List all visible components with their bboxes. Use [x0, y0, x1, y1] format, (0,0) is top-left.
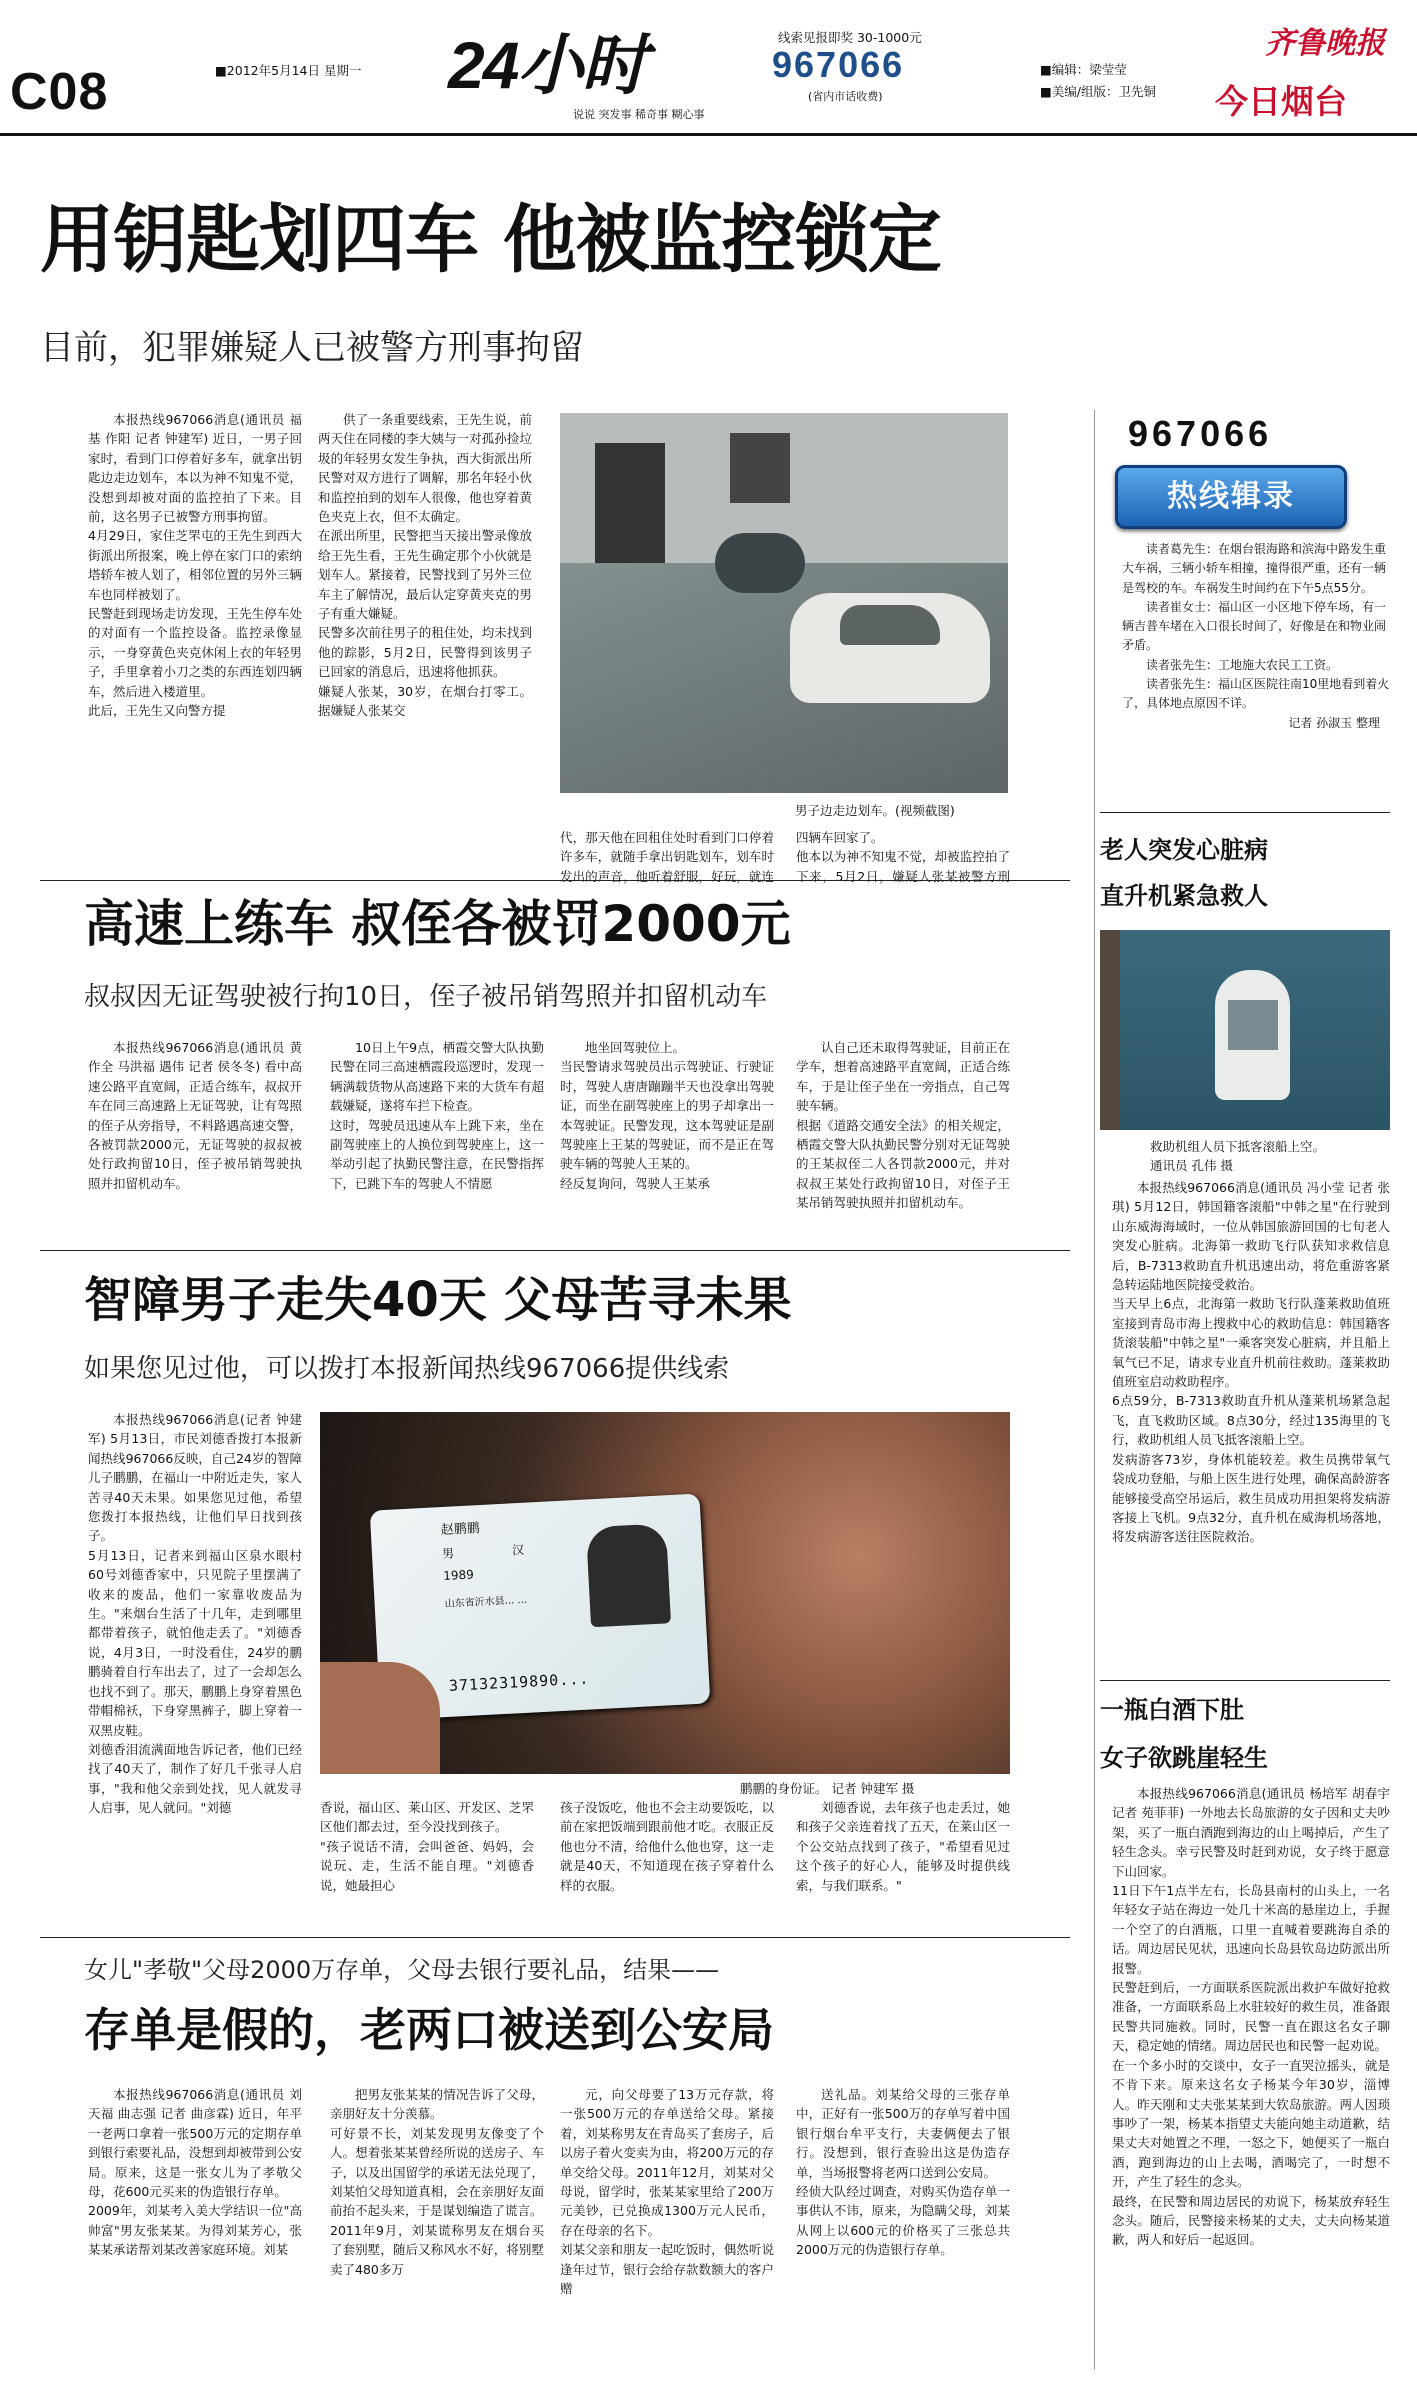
story3-text: 刘德香说，去年孩子也走丢过，她和孩子父亲连着找了五天，在莱山区一个公交站点找到了孩子，"希望看见过这个孩子的好心人，能够及时提供线索，与我们联系。" — [796, 1800, 1010, 1893]
side1-body — [1112, 1178, 1390, 1683]
story4-kicker: 女儿"孝敬"父母2000万存单，父母去银行要礼品，结果—— — [84, 1956, 720, 1984]
header-rule — [0, 133, 1417, 136]
id-address: 山东省沂水县... ... — [444, 1594, 528, 1610]
story1-col4 — [796, 828, 1010, 888]
story1-photo-caption: 男子边走边划车。(视频截图) — [795, 803, 955, 818]
story1-text: 供了一条重要线索，王先生说，前两天住在同楼的李大姨与一对孤孙捡垃圾的年轻男女发生争执，西大街派出所民警对双方进行了调解，那名年轻小伙和监控拍到的划车人很像，他也穿着黄色夹克上衣，但不太确定。 在派出所里，民警把当天接出警录像放给王先生看，王先生确定那个小伙就是划车人。紧接着，民警找到了另外三位车主了解情况，最后认定穿黄夹克的男子有重大嫌疑。 民警多次前往男子的租住处，均未找到他的踪影，5月2日，民警得到该男子已回家的消息后，迅速将他抓获。 嫌疑人张某，30岁，在烟台打零工。据嫌疑人张某交 — [318, 412, 532, 719]
hotline-credit: 记者 孙淑玉 整理 — [1288, 715, 1380, 730]
story2-col1 — [88, 1038, 302, 1238]
story1-text: 代，那天他在回租住处时看到门口停着许多车，就随手拿出钥匙划车，划车时发出的声音，他听着舒服，好玩，就连 — [560, 830, 774, 884]
side2-headline-line2: 女子欲跳崖轻生 — [1100, 1744, 1268, 1772]
side1-text: 本报热线967066消息(通讯员 冯小莹 记者 张琪) 5月12日，韩国籍客滚船"中韩之星"在行驶到山东威海海域时，一位从韩国旅游回国的七旬老人突发心脏病。北海第一救助飞行队获知求救信息后，B-7313救助直升机迅速出动，将危重游客紧急转运陆地医院接受救治。 当天早上6点，北海第一救助飞行队蓬莱救助值班室接到青岛市海上搜救中心的救助信息：韩国籍客货滚装船"中韩之星"一乘客突发心脏病，并且船上氧气已不足，请求专业直升机前往救助。蓬莱救助值班室启动救助程序。 6点59分，B-7313救助直升机从蓬莱机场紧急起飞，直飞救助区域。8点30分，经过135海里的飞行，救助机组人员飞抵客滚船上空。 发病游客73岁，身体机能较差。救生员携带氧气袋成功登船，与船上医生进行处理，确保高龄游客能够接受高空吊运后，救生员成功用担架将发病游客接上飞机。9点32分，直升机在威海机场落地，将发病游客送往医院救治。 — [1112, 1180, 1390, 1545]
column-divider — [1094, 410, 1095, 2370]
designer-credit: ■美编/组版：卫先铜 — [1040, 84, 1157, 99]
story2-col4 — [796, 1038, 1010, 1238]
hotline-entry: 读者崔女士：福山区一小区地下停车场，有一辆吉普车堵在入口很长时间了，好像是在和物业闹矛盾。 — [1122, 599, 1387, 653]
story2-text: 本报热线967066消息(通讯员 黄作全 马洪福 遇伟 记者 侯冬冬) 看中高速公路平直宽阔，正适合练车，叔叔开车在同三高速路上无证驾驶，让有驾照的侄子从旁指导，不料路遇高速交警，各被罚款2000元，无证驾驶的叔叔被处行政拘留10日，侄子被吊销驾驶执照并扣留机动车。 — [88, 1040, 302, 1191]
story1-col2 — [318, 410, 532, 820]
id-card-photo — [320, 1412, 1010, 1774]
story4-text: 本报热线967066消息(通讯员 刘天福 曲志强 记者 曲彦霖) 近日，年平一老两口拿着一张500万元的定期存单到银行索要礼品，没想到却被带到公安局。原来，这是一张女儿为了孝敬父母，花600元买来的伪造银行存单。 2009年，刘某考入美大学结识一位"高帅富"男友张某某。为得刘某芳心，张某某承诺帮刘某改善家庭环境。刘某 — [88, 2087, 302, 2258]
brand-title: 24小时 — [448, 28, 646, 102]
brand-logo — [448, 24, 748, 119]
story1-text: 本报热线967066消息(通讯员 福基 作阳 记者 钟建军) 近日，一男子回家时，看到门口停着好多车，就拿出钥匙边走边划车，本以为神不知鬼不觉，没想到却被对面的监控拍了下来。目前，这名男子已被警方刑事拘留。 4月29日，家住芝罘屯的王先生到西大街派出所报案，晚上停在家门口的索纳塔轿车被人划了，相邻位置的另外三辆车也同样被划了。 民警赶到现场走访发现，王先生停车处的对面有一个监控设备。监控录像显示，一身穿黄色夹克休闲上衣的年轻男子，手里拿着小刀之类的东西连划四辆车，然后进入楼道里。 此后，王先生又向警方提 — [88, 412, 302, 719]
section-name: 今日烟台 — [1215, 82, 1347, 121]
story1-headline: 用钥匙划四车 他被监控锁定 — [40, 197, 941, 283]
id-name: 赵鹏鹏 — [440, 1521, 481, 1539]
hotline-number: 967066 — [772, 44, 905, 85]
story2-text: 10日上午9点，栖霞交警大队执勤民警在同三高速栖霞段巡逻时，发现一辆满载货物从高速路下来的大货车有超载嫌疑，遂将车拦下检查。 这时，驾驶员迅速从车上跳下来，坐在副驾驶座上的人换位到驾驶座上，这一举动引起了执勤民警注意，在民警指挥下，已跳下车的驾驶人不情愿 — [330, 1040, 544, 1191]
story3-text: 香说，福山区、莱山区、开发区、芝罘区他们都去过，至今没找到孩子。 "孩子说话不清，会叫爸爸、妈妈，会说玩、走，生活不能自理。"刘德香说，她最担心 — [320, 1800, 534, 1893]
surveillance-photo — [560, 413, 1008, 793]
story4-headline: 存单是假的，老两口被送到公安局 — [84, 2003, 774, 2057]
story3-text: 孩子没饭吃，他也不会主动要饭吃，以前在家把饭端到跟前他才吃。衣服正反他也分不清，给他什么他也穿，这一走就是40天，不知道现在孩子穿着什么样的衣服。 — [560, 1800, 774, 1893]
editor-credit: ■编辑：梁莹莹 — [1040, 62, 1127, 77]
hotline-box-number: 967066 — [1128, 413, 1273, 454]
story4-col4 — [796, 2085, 1010, 2365]
hand — [320, 1662, 440, 1774]
hotline-box-banner — [1115, 465, 1347, 529]
side2-text: 本报热线967066消息(通讯员 杨培军 胡春宇 记者 苑菲菲) 一外地去长岛旅游的女子因和丈夫吵架，买了一瓶白酒跑到海边的山上喝掉后，产生了轻生念头。幸亏民警及时赶到劝说，女子终于愿意下山回家。 11日下午1点半左右，长岛县南村的山头上，一名年轻女子站在海边一处几十米高的悬崖边上，手握一个空了的白酒瓶，口里一直喊着要跳海自杀的话。周边居民见状，迅速向长岛县钦岛边防派出所报警。 民警赶到后，一方面联系医院派出救护车做好抢救准备，一方面联系岛上水驻较好的救生员，准备跟民警共同施救。同时，民警一直在跟这名女子聊天，稳定她的情绪。周边居民也和民警一起劝说。 在一个多小时的交谈中，女子一直哭泣摇头，就是不肯下来。原来这名女子杨某今年30岁，淄博人。昨天刚和丈夫张某某到大钦岛旅游。两人因琐事吵了一架，杨某本指望丈夫能向她主动道歉，结果丈夫对她置之不理，一怒之下，她便买了一瓶白酒，跑到海边的山上去喝，酒喝完了，一时想不开，产生了轻生的念头。 最终，在民警和周边居民的劝说下，杨某放弃轻生念头。随后，民警接来杨某的丈夫，丈夫向杨某道歉，两人和好后一起返回。 — [1112, 1786, 1390, 2248]
story3-photo-caption: 鹏鹏的身份证。 记者 钟建军 摄 — [740, 1781, 915, 1796]
id-portrait — [586, 1523, 671, 1627]
issue-date: ■2012年5月14日 星期一 — [215, 63, 362, 78]
story2-col2 — [330, 1038, 544, 1238]
story3-col3 — [560, 1798, 774, 1924]
side2-top-rule — [1100, 1680, 1390, 1681]
story4-col3 — [560, 2085, 774, 2365]
id-birth: 1989 — [442, 1567, 475, 1584]
story1-subhead: 目前，犯罪嫌疑人已被警方刑事拘留 — [40, 328, 584, 368]
newspaper-name: 齐鲁晚报 — [1265, 26, 1385, 61]
story1-text: 四辆车回家了。 他本以为神不知鬼不觉，却被监控拍了下来，5月2日，嫌疑人张某被警方刑 — [796, 830, 1010, 884]
story4-col2 — [330, 2085, 544, 2365]
hotline-box-title: 热线辑录 — [1167, 479, 1295, 514]
story3-col2 — [320, 1798, 534, 1924]
side1-headline-line1: 老人突发心脏病 — [1100, 836, 1268, 864]
story1-col1 — [88, 410, 302, 820]
story2-text: 认自己还未取得驾驶证，目前正在学车，想着高速路平直宽阔，正适合练车，于是让侄子坐在一旁指点，自己驾驶车辆。 根据《道路交通安全法》的相关规定，栖霞交警大队执勤民警分别对无证驾驶的王某叔侄二人各罚款2000元，并对叔叔王某处行政拘留10日，对侄子王某吊销驾驶执照并扣留机动车。 — [796, 1040, 1010, 1211]
window — [730, 433, 790, 503]
id-number: 37132319890... — [448, 1669, 590, 1695]
story3-col1 — [88, 1410, 302, 1910]
car-window — [840, 605, 940, 645]
story2-headline: 高速上练车 叔侄各被罚2000元 — [84, 895, 791, 953]
story3-text: 本报热线967066消息(记者 钟建军) 5月13日，市民刘德香拨打本报新闻热线967066反映，自己24岁的智障儿子鹏鹏，在福山一中附近走失，家人苦寻40天未果。如果您见过他，希望您拨打本报热线，让他们早日找到孩子。 5月13日，记者来到福山区泉水眼村60号刘德香家中，只见院子里摆满了收来的废品，他们一家靠收废品为生。"来烟台生活了十几年，走到哪里都带着孩子，就怕他走丢了。"刘德香说，4月3日，一时没看住，24岁的鹏鹏骑着自行车出去了，过了一会却怎么也找不到了。那天，鹏鹏上身穿着黑色带帽棉袄，下身穿黑裤子，脚上穿着一双黑皮鞋。 刘德香泪流满面地告诉记者，他们已经找了40天了，制作了好几千张寻人启事，"我和他父亲到处找，见人就发寻人启事，见人就问。"刘德 — [88, 1412, 302, 1816]
story2-text: 地坐回驾驶位上。 当民警请求驾驶员出示驾驶证、行驶证时，驾驶人唐唐蹦蹦半天也没拿出驾驶证，而坐在副驾驶座上的男子却拿出一本驾驶证。民警发现，这本驾驶证是副驾驶座上王某的驾驶证，而不是正在驾驶车辆的驾驶人王某的。 经反复询问，驾驶人王某承 — [560, 1040, 774, 1191]
story4-text: 元，向父母要了13万元存款，将一张500万元的存单送给父母。紧接着，刘某称男友在青岛买了套房子，后以房子着火变卖为由，将200万元的存单交给父母。2011年12月，刘某对父母说，留学时，张某某家里给了200万元美钞，已兑换成1300万元人民币，存在母亲的名下。 刘某父亲和朋友一起吃饭时，偶然听说逢年过节，银行会给存款数额大的客户赠 — [560, 2087, 774, 2297]
doorway — [595, 443, 665, 563]
side1-top-rule — [1100, 812, 1390, 813]
covered-vehicle — [715, 533, 805, 593]
hotline-entry: 读者葛先生：在烟台银海路和滨海中路发生重大车祸，三辆小轿车相撞，撞得很严重，还有一辆是驾校的车。车祸发生时间约在下午5点55分。 — [1122, 542, 1387, 595]
story4-top-rule — [40, 1937, 1070, 1938]
story2-col3 — [560, 1038, 774, 1238]
id-gender: 男 — [441, 1546, 455, 1562]
helicopter-rescue-photo — [1100, 930, 1390, 1130]
story3-top-rule — [40, 1250, 1070, 1251]
hotline-note: (省内市话收费) — [808, 90, 883, 103]
side1-photo-credit: 通讯员 孔伟 摄 — [1150, 1158, 1233, 1173]
hotline-entries — [1122, 540, 1390, 733]
side1-photo-caption: 救助机组人员下抵客滚船上空。 — [1150, 1139, 1326, 1154]
story4-text: 送礼品。刘某给父母的三张存单中，正好有一张500万的存单写着中国银行烟台牟平支行，夫妻俩便去了银行。没想到，银行查验出这是伪造存单，当场报警将老两口送到公安局。 经侦大队经过调查，对购买伪造存单一事供认不讳，原来，为隐瞒父母，刘某从网上以600元的价格买了三张总共2000万元的伪造银行存单。 — [796, 2087, 1010, 2258]
page-number: C08 — [10, 63, 109, 121]
side2-body — [1112, 1784, 1390, 2374]
story2-subhead: 叔叔因无证驾驶被行拘10日，侄子被吊销驾照并扣留机动车 — [84, 982, 768, 1012]
story4-text: 把男友张某某的情况告诉了父母，亲朋好友十分羡慕。 可好景不长，刘某发现男友像变了个人。想着张某某曾经所说的送房子、车子，以及出国留学的承诺无法兑现了，刘某怕父母知道真相，会在亲朋好友面前抬不起头来，于是谋划编造了谎言。 2011年9月，刘某谎称男友在烟台买了套别墅，随后又称风水不好，将别墅卖了480多万 — [330, 2087, 544, 2277]
story4-col1 — [88, 2085, 302, 2365]
story3-subhead: 如果您见过他，可以拨打本报新闻热线967066提供线索 — [84, 1354, 730, 1384]
reward-note: 线索见报即奖 30-1000元 — [778, 30, 922, 45]
side2-headline-line1: 一瓶白酒下肚 — [1100, 1696, 1244, 1724]
hotline-entry: 读者张先生：福山区医院往南10里地看到着火了，具体地点原因不详。 — [1122, 677, 1390, 711]
story3-col4 — [796, 1798, 1010, 1924]
brand-subtitle: 说说 突发事 稀奇事 糊心事 — [573, 108, 705, 121]
ship-deck — [1228, 1000, 1278, 1050]
story1-col3 — [560, 828, 774, 888]
side1-headline-line2: 直升机紧急救人 — [1100, 882, 1268, 910]
id-nation: 汉 — [511, 1542, 525, 1558]
story2-top-rule — [40, 880, 1070, 881]
hotline-entry: 读者张先生：工地施大农民工工资。 — [1146, 657, 1339, 672]
rotor-blade — [1100, 930, 1120, 1130]
story3-headline: 智障男子走失40天 父母苦寻未果 — [84, 1272, 792, 1328]
